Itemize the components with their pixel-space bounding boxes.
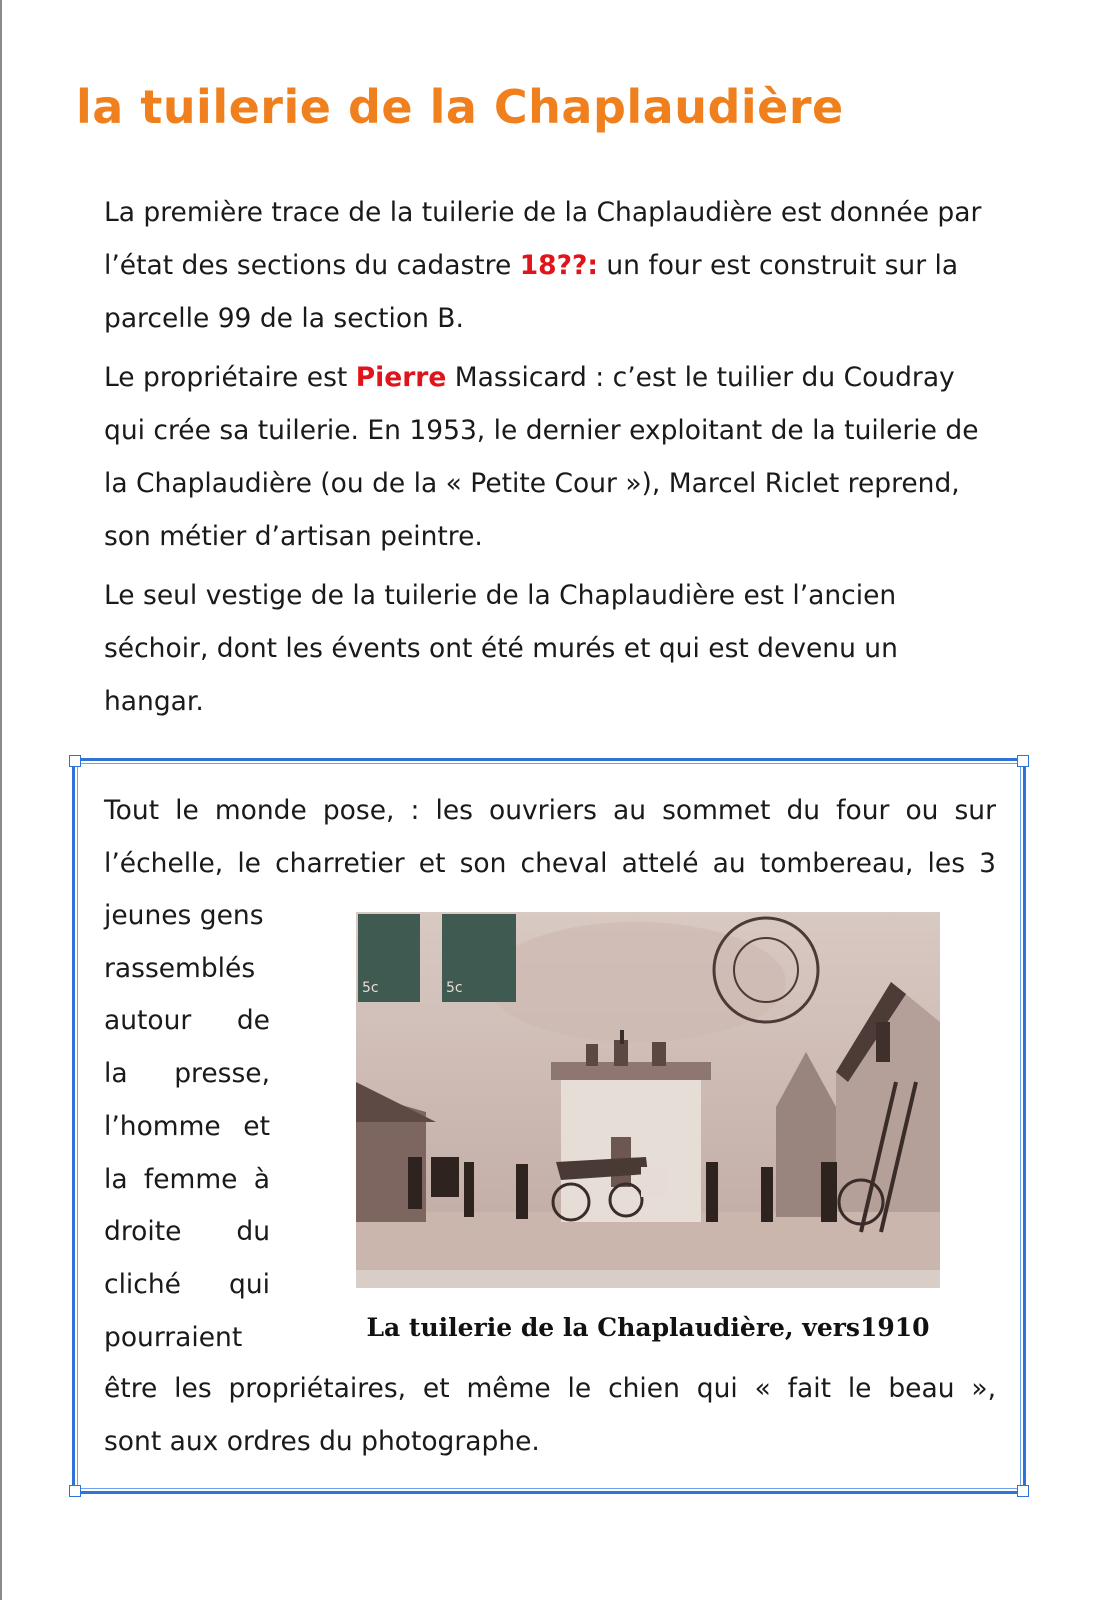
column-line: droite du bbox=[104, 1216, 270, 1248]
frame-corner bbox=[69, 755, 81, 767]
column-line: pourraient bbox=[104, 1321, 243, 1353]
column-line: l’homme et bbox=[104, 1110, 270, 1142]
intro-paragraph-3: Le seul vestige de la tuilerie de la Chaplaudière est l’ancien séchoir, dont les évents ont été murés et qui est devenu un hangar. bbox=[104, 580, 898, 717]
box-text-line-2: l’échelle, le charretier et son cheval attelé au tombereau, les 3 bbox=[104, 848, 996, 879]
intro-paragraph-2: Le propriétaire est Pierre Massicard : c’est le tuilier du Coudray qui crée sa tuilerie. En 1953, le dernier exploitant de la tuilerie de la Chaplaudière (ou de la « Petite Cour »), Marcel Riclet reprend, son métier d’artisan peintre. bbox=[104, 362, 979, 552]
column-line: autour de bbox=[104, 1005, 270, 1037]
historic-photo-postcard bbox=[356, 912, 940, 1288]
frame-corner bbox=[69, 1485, 81, 1497]
postcard-illustration bbox=[356, 912, 940, 1288]
cadastre-date: 18??: bbox=[519, 250, 598, 281]
intro-paragraph-1: La première trace de la tuilerie de la Chaplaudière est donnée par l’état des sections du cadastre 18??: un four est construit sur la parcelle 99 de la section B. bbox=[104, 197, 982, 334]
photo-caption: La tuilerie de la Chaplaudière, vers1910 bbox=[366, 1313, 930, 1342]
column-line: la presse, bbox=[104, 1058, 270, 1090]
column-line: rassemblés bbox=[104, 952, 256, 984]
intro-text bbox=[104, 186, 1004, 728]
page-title: la tuilerie de la Chaplaudière bbox=[76, 80, 844, 134]
column-line: la femme à bbox=[104, 1163, 270, 1195]
page-edge-rule bbox=[0, 0, 2, 1600]
frame-corner bbox=[1017, 1485, 1029, 1497]
stamp-value: 5c bbox=[446, 980, 463, 996]
box-text-line-1: Tout le monde pose, : les ouvriers au sommet du four ou sur bbox=[104, 795, 996, 826]
box-narrow-column bbox=[104, 890, 270, 1364]
box-text-line-last-b: sont aux ordres du photographe. bbox=[104, 1426, 540, 1457]
frame-corner bbox=[1017, 755, 1029, 767]
column-line: cliché qui bbox=[104, 1268, 270, 1300]
owner-first-name: Pierre bbox=[355, 362, 447, 393]
box-text-line-last-a: être les propriétaires, et même le chien qui « fait le beau », bbox=[104, 1373, 996, 1404]
stamp-value: 5c bbox=[362, 980, 379, 996]
column-line: jeunes gens bbox=[104, 900, 264, 931]
